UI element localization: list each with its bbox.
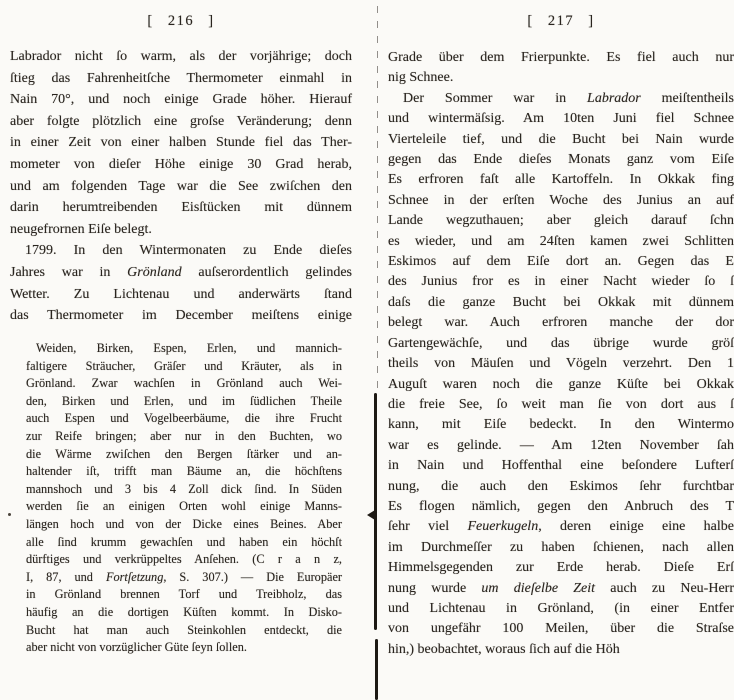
text-line [388,150,734,170]
text-line [388,477,734,497]
text-line [388,640,734,660]
text-line [10,240,352,262]
text-segment: haltender iſt, trifft man Bäume an, die höchſtens [26,464,342,479]
text-line [388,313,734,333]
text-line [388,579,734,599]
text-line [26,410,342,428]
text-line [26,446,342,464]
text-segment: war es gelinde. — Am 12ten November ſah [388,437,734,453]
text-segment: kann, mit Eiſe bedeckt. In den Wintermo [388,417,734,433]
text-line [10,46,352,68]
text-segment: die Wärme zwiſchen den Bergen ſtärker und an- [26,446,342,461]
text-segment: neugefrornen Eiſe belegt. [10,221,152,237]
text-segment: und wintermäſsig. Am 10ten Juni fiel Schnee [388,111,734,127]
text-segment: das Thermometer im December meiſtens einige [10,308,352,324]
text-segment: faltigere Sträucher, Gräſer und Kräuter, als in [26,358,342,373]
text-segment: des Junius fror es in einer Nacht wieder ſo ſ [388,274,734,290]
text-line [10,197,352,219]
text-segment: auſserordentlich gelindes [181,264,352,280]
text-segment: in Grönland brennen Torf und Treibholz, das [26,587,342,602]
italic-segment: Feuerkugeln [467,519,539,535]
text-segment: die freie See, ſo weit man ſie von dort aus ſ [388,396,734,412]
text-line [388,375,734,395]
text-segment: auch zu Neu-Herr [595,580,734,596]
text-line [388,48,734,68]
text-line [26,604,342,622]
text-segment: Vierteleile tief, und die Bucht bei Nain wurde [388,131,734,147]
italic-segment: Grönland [127,264,182,280]
text-line [10,219,352,241]
text-segment: hin,) beobachtet, woraus ſich auf die Höh [388,641,620,657]
text-line [388,415,734,435]
text-segment: gegen das Ende dieſes Monats ganz vom Eiſe [388,152,734,168]
text-line [26,340,342,358]
text-segment: Himmelsgegenden zur Erde herab. Dieſe Erſ [388,560,734,576]
text-line [26,481,342,499]
text-segment: den, Birken und Erlen, und im ſüdlichen Theile [26,393,342,408]
text-line [388,272,734,292]
text-line [26,428,342,446]
text-segment: Jahres war in [10,264,128,280]
text-segment: belegt war. Auch erfroren manche der dor [388,315,734,331]
text-segment: Gartengewächſe, und das übrige wurde gröſ [388,335,734,351]
text-line [10,154,352,176]
text-line [10,132,352,154]
text-line [26,534,342,552]
text-line [388,599,734,619]
italic-segment: um dieſelbe Zeit [481,580,596,596]
text-segment: Grade über dem Frierpunkte. Es fiel auch nur [388,50,734,65]
text-line [26,393,342,411]
text-segment: nung wurde [388,580,482,596]
text-line [388,334,734,354]
text-segment: Nain 70°, und noch einige Grade höher. Hierauf [10,92,352,108]
text-line [388,538,734,558]
text-line [388,191,734,211]
text-line [388,170,734,190]
text-segment: Es flogen nämlich, gegen den Anbruch des T [388,498,734,514]
text-line [388,130,734,150]
text-segment: 1799. In den Wintermonaten zu Ende dieſes [25,243,352,259]
text-line [388,436,734,456]
binding-gutter-dashed-line [377,6,378,392]
text-line [10,284,352,306]
text-line [388,558,734,578]
text-line [388,252,734,272]
text-segment: dürftiges und verkrüppeltes Anſehen. (C r a n z, [26,552,342,567]
text-line [26,375,342,393]
text-segment: es wieder, und am 24ſten kamen zwei Schlitten [388,233,734,249]
text-line [388,68,734,88]
text-segment: aber nicht von vorzüglicher Güte ſeyn ſollen. [26,640,247,655]
italic-segment: Labrador [587,90,641,106]
text-line [388,497,734,517]
text-line [10,111,352,133]
text-line [26,551,342,569]
binding-gutter-line-lower [375,639,378,700]
text-segment: ſehr viel [388,519,468,535]
text-line [388,293,734,313]
text-line [388,395,734,415]
text-line [26,463,342,481]
page-number-right: [ 217 ] [527,13,595,29]
main-text-right [388,48,734,660]
text-segment: werden ſie an einigen Orten wohl einige Manns- [26,499,342,514]
text-segment: im Durchmeſſer zu haben ſchienen, nach allen [388,539,734,555]
text-segment: darin herumtreibenden Eisſtücken mit dünnem [10,200,352,216]
text-segment: meiſtentheils [640,90,734,106]
text-line [10,262,352,284]
text-segment: auch Espen und Vogelbeerbäume, die ihre Frucht [26,411,342,426]
text-segment: , deren einige eine halbe [538,519,734,535]
text-segment: theils von Mäuſen und Vögeln verzehrt. Den 1 [388,356,734,372]
page-number-left: [ 216 ] [147,13,215,29]
text-segment: in Nain und Hoffenthal eine beſondere Lufterſ [388,458,734,474]
text-segment: längen hoch und von der Dicke eines Beines. Aber [26,516,342,531]
text-line [388,211,734,231]
italic-segment: Fortſetzung [105,569,164,584]
text-segment: Lande wegzuthauen; aber gleich darauf ſchn [388,213,734,229]
text-line [26,586,342,604]
text-line [388,456,734,476]
text-line [388,619,734,639]
text-segment: zur Reife bringen; aber nur in den Buchten, wo [26,428,342,443]
text-line [388,232,734,252]
text-line [388,109,734,129]
text-line [10,305,352,327]
margin-speck [8,513,11,516]
text-segment: mannshoch und 3 bis 4 Zoll dick ſind. In Süden [26,481,342,496]
text-segment: I, 87, und [26,569,106,584]
text-line [26,358,342,376]
text-segment: Auguſt waren noch die ganze Küſte bei Okkak [388,376,734,392]
text-line [26,622,342,640]
text-segment: Schnee in der erſten Woche des Junius an auf [388,192,734,208]
text-line [388,89,734,109]
text-segment: Bucht hat man auch Steinkohlen entdeckt, die [26,622,342,637]
text-segment: alle ſind krumm gewachſen und haben ein höchſt [26,534,342,549]
text-segment: Eskimos auf dem Eiſe dort an. Gegen das E [388,254,734,270]
text-segment: Der Sommer war in [403,90,588,106]
text-line [10,89,352,111]
text-segment: ſtieg das Fahrenheitſche Thermometer einmahl in [10,70,352,86]
text-line [26,569,342,587]
text-line [10,68,352,90]
text-segment: Labrador nicht ſo warm, als der vorjährige; doch [10,49,352,64]
main-text-left [10,46,352,327]
binding-mark [367,510,375,520]
text-segment: häufig an die dortigen Küſten kommt. In Disko- [26,604,342,619]
text-line [10,176,352,198]
text-segment: mometer von dieſer Höhe einige 30 Grad herab, [10,156,352,172]
text-segment: und Lichtenau in Grönland, (in einer Entfer [388,600,734,616]
text-line [26,639,342,657]
text-line [26,498,342,516]
text-segment: Wetter. Zu Lichtenau und anderwärts ſtand [10,286,352,302]
text-line [388,354,734,374]
text-segment: nung, die auch den Eskimos ſehr furchtbar [388,478,734,494]
text-segment: , S. 307.) — Die Europäer [163,569,342,584]
text-segment: daſs die ganze Bucht bei Okkak mit dünnem [388,294,734,310]
footnote-block [26,340,342,657]
text-line [388,517,734,537]
text-segment: und am folgenden Tage war die See zwiſchen den [10,178,352,194]
left-page-scan [10,0,352,700]
text-segment: aber folgte plötzlich eine groſse Veränderung; denn [10,113,352,129]
text-segment: von ungefähr 100 Meilen, über die Straſse [388,621,734,637]
right-page-scan [388,0,734,700]
text-segment: Weiden, Birken, Espen, Erlen, und mannich- [36,341,342,355]
text-line [26,516,342,534]
text-segment: nig Schnee. [388,70,454,86]
text-segment: in einer Zeit von einer halben Stunde fiel das Ther- [10,135,352,151]
text-segment: Grönland. Zwar wachſen in Grönland auch Wei- [26,376,342,391]
text-segment: Es erfroren faſt alle Kartoffeln. In Okkak fing [388,172,734,188]
